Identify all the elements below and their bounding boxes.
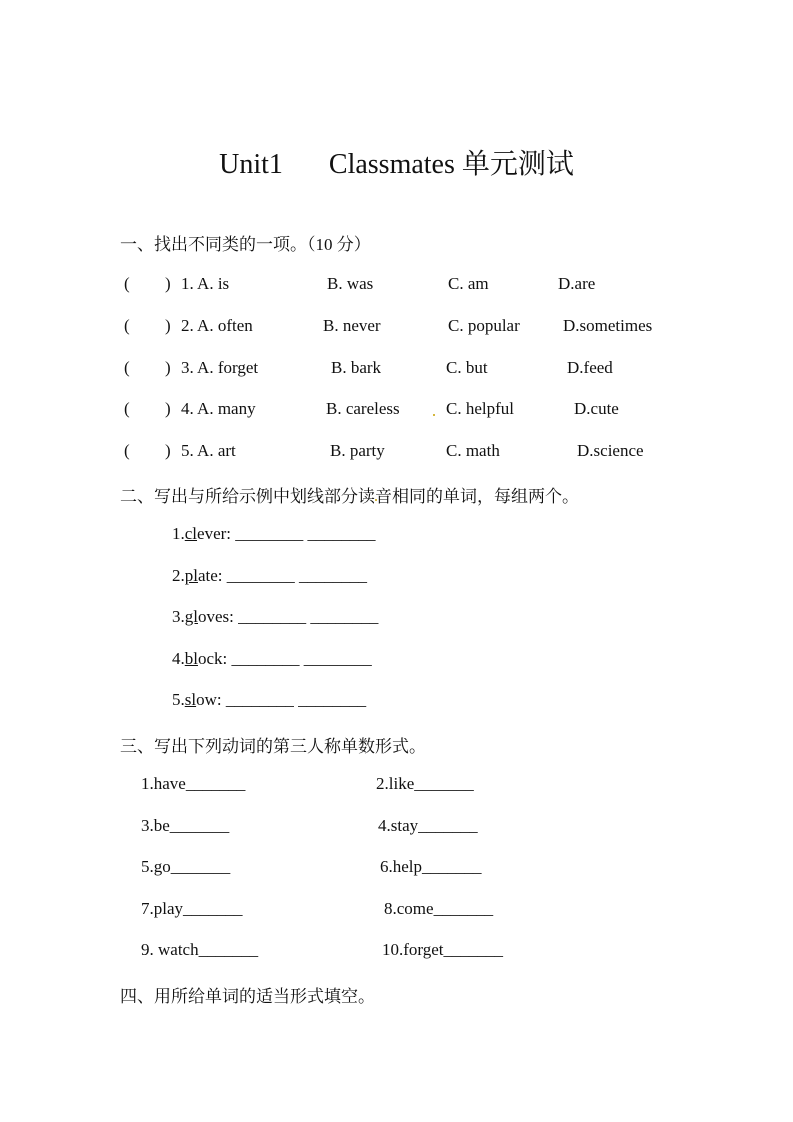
option-d: D.sometimes	[563, 316, 653, 335]
option-c: C. but	[446, 358, 488, 377]
option-a: 3. A. forget	[181, 358, 259, 377]
option-b: B. never	[323, 316, 381, 335]
underlined-letters: pl	[184, 566, 198, 585]
item-rest: ow: ________ ________	[196, 690, 367, 709]
list-item	[172, 524, 376, 544]
option-b: B. careless	[326, 399, 400, 418]
option-d: D.cute	[574, 399, 619, 418]
option-b: B. bark	[331, 358, 382, 377]
list-item: 8.come_______	[384, 899, 494, 918]
open-paren: (	[124, 399, 130, 418]
section-1-heading: 一、找出不同类的一项。（10 分）	[120, 235, 371, 254]
option-a: 1. A. is	[181, 274, 230, 293]
item-rest: ate: ________ ________	[197, 566, 368, 585]
section-4-heading: 四、用所给单词的适当形式填空。	[120, 987, 375, 1006]
option-a: 5. A. art	[181, 441, 236, 460]
option-c: C. math	[446, 441, 500, 460]
item-number: 4.	[172, 649, 185, 668]
title-name: Classmates 单元测试	[328, 149, 574, 180]
option-b: B. was	[327, 274, 374, 293]
list-item	[172, 649, 372, 669]
list-item: 6.help_______	[380, 857, 482, 876]
title-unit: Unit1	[219, 149, 283, 180]
option-c: C. popular	[448, 316, 520, 335]
option-d: D.are	[558, 274, 596, 293]
list-item: 10.forget_______	[382, 940, 504, 959]
list-item	[172, 566, 367, 586]
close-paren: )	[165, 316, 171, 335]
close-paren: )	[165, 441, 171, 460]
page-title	[0, 142, 793, 182]
close-paren: )	[165, 399, 171, 418]
option-d: D.science	[577, 441, 644, 460]
option-a: 2. A. often	[181, 316, 253, 335]
open-paren: (	[124, 274, 130, 293]
list-item	[172, 690, 366, 710]
option-c: C. helpful	[446, 399, 514, 418]
item-rest: oves: ________ ________	[197, 607, 379, 626]
item-rest: ock: ________ ________	[197, 649, 372, 668]
item-number: 3.	[172, 607, 185, 626]
list-item: 4.stay_______	[378, 816, 478, 835]
list-item: 7.play_______	[141, 899, 243, 918]
stray-mark	[433, 414, 435, 416]
option-d: D.feed	[567, 358, 613, 377]
option-a: 4. A. many	[181, 399, 256, 418]
underlined-letters: gl	[184, 607, 198, 626]
list-item	[172, 607, 378, 627]
open-paren: (	[124, 441, 130, 460]
item-number: 1.	[172, 524, 185, 543]
underlined-letters: cl	[184, 524, 198, 543]
close-paren: )	[165, 274, 171, 293]
list-item: 9. watch_______	[141, 940, 259, 959]
option-b: B. party	[330, 441, 385, 460]
open-paren: (	[124, 358, 130, 377]
option-c: C. am	[448, 274, 489, 293]
section-2-heading: 二、写出与所给示例中划线部分读音相同的单词，每组两个。	[120, 487, 579, 506]
item-rest: ever: ________ ________	[197, 524, 376, 543]
item-number: 2.	[172, 566, 185, 585]
item-number: 5.	[172, 690, 185, 709]
open-paren: (	[124, 316, 130, 335]
list-item: 2.like_______	[376, 774, 474, 793]
list-item: 1.have_______	[141, 774, 246, 793]
underlined-letters: sl	[184, 690, 197, 709]
underlined-letters: bl	[184, 649, 198, 668]
list-item: 5.go_______	[141, 857, 231, 876]
list-item: 3.be_______	[141, 816, 230, 835]
section-3-heading: 三、写出下列动词的第三人称单数形式。	[120, 737, 426, 756]
close-paren: )	[165, 358, 171, 377]
